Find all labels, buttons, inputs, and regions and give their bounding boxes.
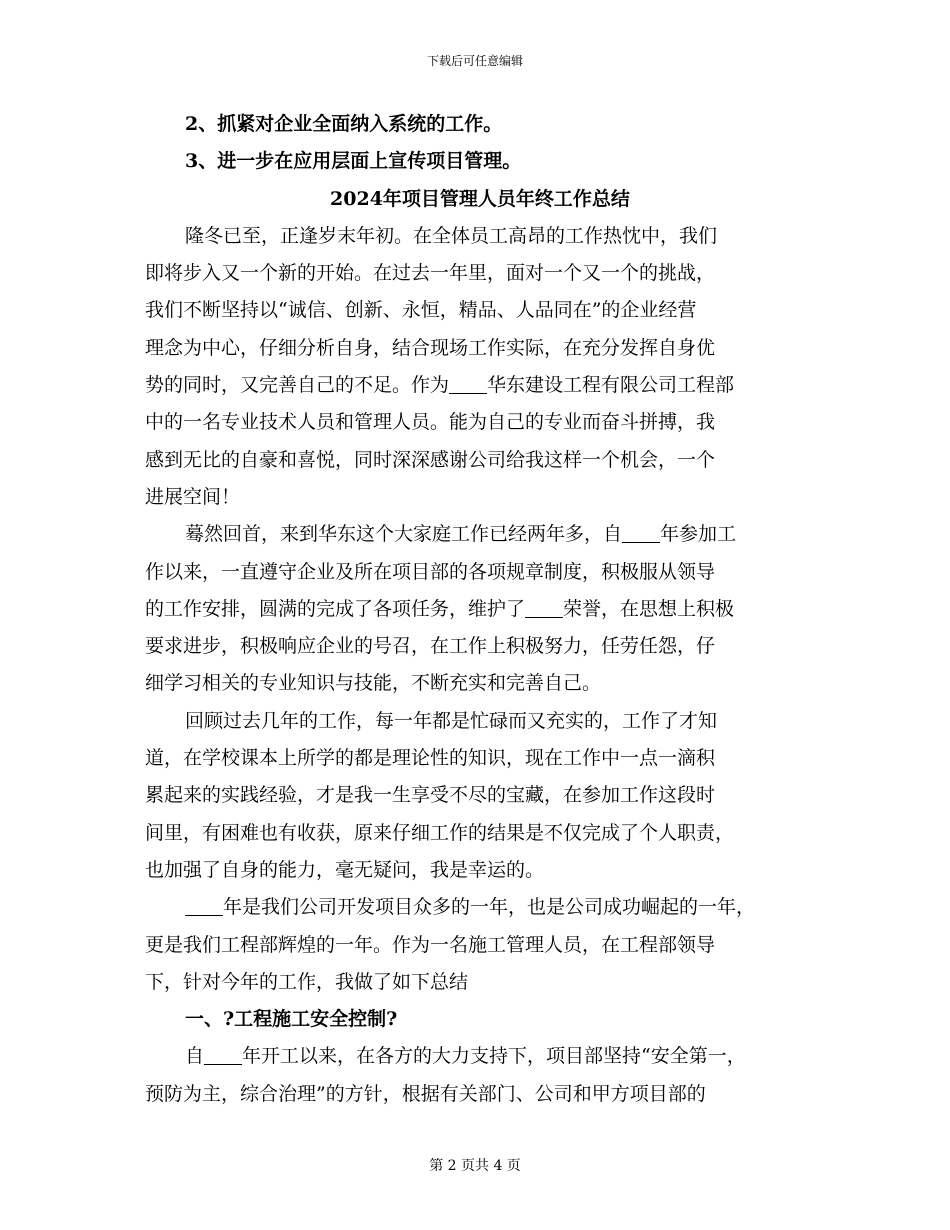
paragraph-line: 回顾过去几年的工作，每一年都是忙碌而又充实的，工作了才知 (185, 709, 718, 732)
text-segment: 荣誉，在思想上积极 (563, 597, 735, 620)
blank-underline (185, 896, 223, 916)
paragraph-line: 也加强了自身的能力，毫无疑问，我是幸运的。 (145, 858, 545, 881)
list-item: 3、进一步在应用层面上宣传项目管理。 (185, 150, 522, 173)
text-segment: 年参加工 (660, 523, 737, 546)
paragraph-line: 理念为中心，仔细分析自身，结合现场工作实际，在充分发挥自身优 (145, 336, 716, 359)
blank-underline (525, 598, 563, 618)
paragraph-line (145, 367, 815, 404)
blank-underline (622, 523, 660, 543)
paragraph-line: 进展空间！ (145, 485, 241, 508)
section-title: 2024年项目管理人员年终工作总结 (330, 187, 630, 210)
paragraph-line: 预防为主，综合治理”的方针，根据有关部门、公司和甲方项目部的 (145, 1082, 706, 1105)
paragraph-line: 作以来，一直遵守企业及所在项目部的各项规章制度，积极服从领导 (145, 560, 716, 583)
page-header: 下载后可任意编辑 (426, 54, 523, 68)
page-footer: 第 2 页共 4 页 (429, 1158, 521, 1174)
paragraph-line (145, 516, 815, 553)
paragraph-line: 间里，有困难也有收获，原来仔细工作的结果是不仅完成了个人职责， (145, 821, 735, 844)
list-item: 2、抓紧对企业全面纳入系统的工作。 (185, 113, 503, 135)
text-segment: 年开工以来，在各方的大力支持下，项目部坚持“安全第一， (242, 1045, 746, 1068)
paragraph-line: 隆冬已至，正逢岁末年初。在全体员工高昂的工作热忱中，我们 (185, 224, 718, 247)
paragraph-line: 下，针对今年的工作，我做了如下总结 (145, 970, 469, 993)
document-body (145, 106, 815, 1113)
paragraph-line: 累起来的实践经验，才是我一生享受不尽的宝藏，在参加工作这段时 (145, 784, 716, 807)
paragraph-line: 要求进步，积极响应企业的号召，在工作上积极努力，任劳任怨，仔 (145, 635, 716, 658)
text-segment: 的工作安排，圆满的完成了各项任务，维护了 (145, 597, 526, 620)
paragraph-line: 即将步入又一个新的开始。在过去一年里，面对一个又一个的挑战， (145, 262, 716, 285)
paragraph-line: 中的一名专业技术人员和管理人员。能为自己的专业而奋斗拼搏，我 (145, 411, 716, 434)
paragraph-line (145, 1038, 815, 1075)
paragraph-line: 道，在学校课本上所学的都是理论性的知识，现在工作中一点一滴积 (145, 747, 716, 770)
paragraph-line: 我们不断坚持以“诚信、创新、永恒，精品、人品同在”的企业经营 (145, 299, 697, 322)
blank-underline (449, 374, 487, 394)
text-segment: 势的同时，又完善自己的不足。作为 (145, 374, 450, 397)
text-segment: 自 (185, 1045, 205, 1068)
paragraph-line: 感到无比的自豪和喜悦，同时深深感谢公司给我这样一个机会，一个 (145, 448, 716, 471)
blank-underline (204, 1045, 242, 1065)
text-segment: 年是我们公司开发项目众多的一年，也是公司成功崛起的一年， (223, 896, 756, 919)
paragraph-line (145, 591, 815, 628)
paragraph-line: 细学习相关的专业知识与技能，不断充实和完善自己。 (145, 672, 602, 695)
text-segment: 蓦然回首，来到华东这个大家庭工作已经两年多，自 (185, 523, 623, 546)
paragraph-line: 更是我们工程部辉煌的一年。作为一名施工管理人员，在工程部领导 (145, 933, 716, 956)
section-heading: 一、?工程施工安全控制? (185, 1008, 398, 1031)
text-segment: 华东建设工程有限公司工程部 (487, 374, 735, 397)
paragraph-line (145, 889, 815, 926)
